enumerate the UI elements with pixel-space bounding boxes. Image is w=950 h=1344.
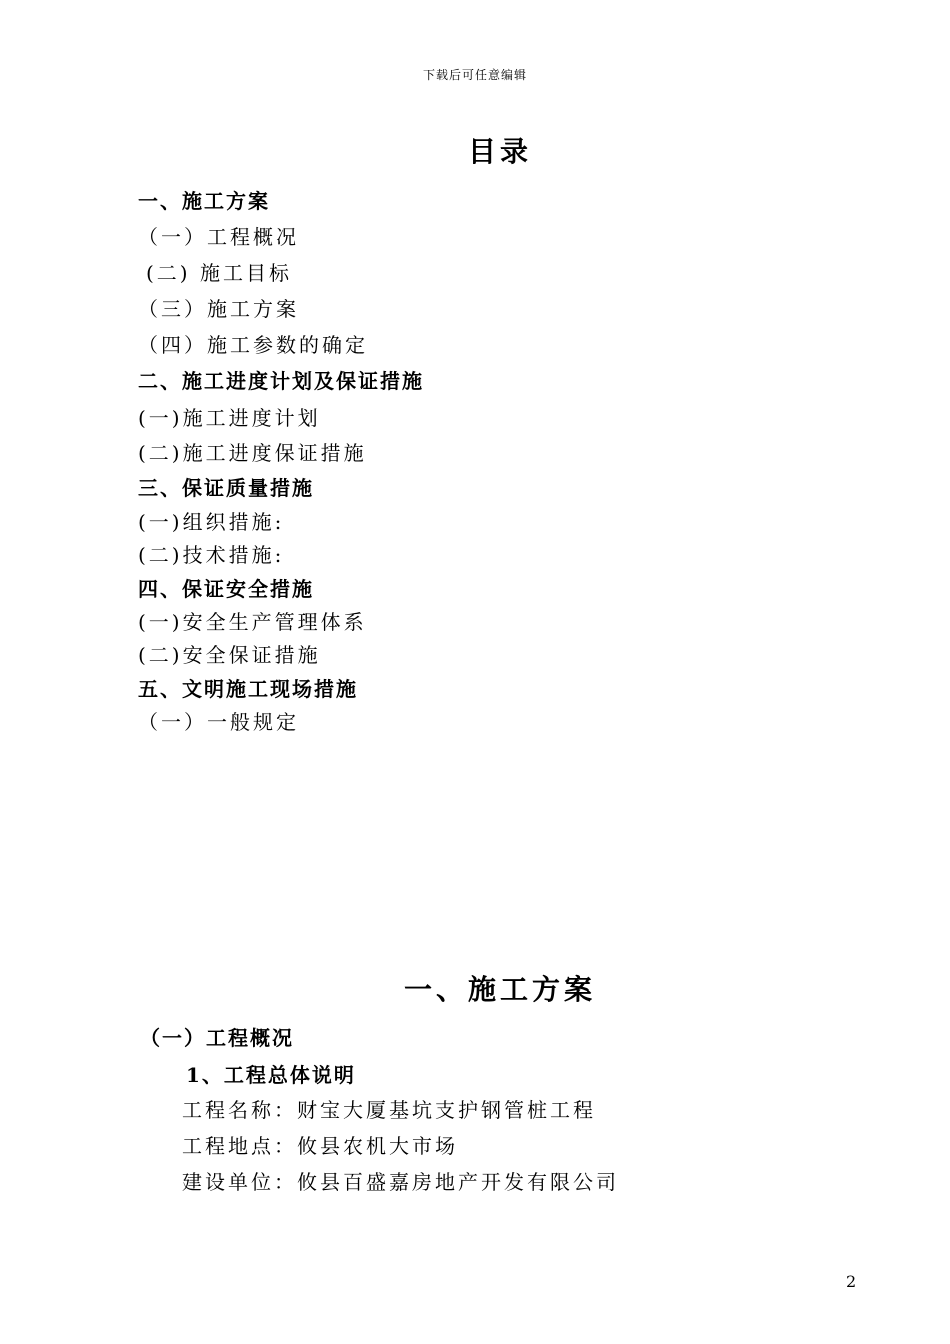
toc-item: (二)技术措施: (138, 543, 285, 567)
toc-item-section-1: 一、施工方案 (138, 189, 270, 213)
toc-item: (二) 施工目标 (146, 261, 292, 285)
project-location-line: 工程地点：攸县农机大市场 (182, 1134, 458, 1158)
toc-item: (二)安全保证措施 (138, 643, 321, 667)
section-subtitle: （一）工程概况 (140, 1026, 294, 1050)
page-number: 2 (846, 1272, 857, 1291)
toc-item-section-4: 四、保证安全措施 (138, 577, 314, 601)
section-subsubtitle: 1、工程总体说明 (186, 1063, 356, 1087)
toc-item: （三）施工方案 (138, 297, 299, 321)
toc-item: (一)安全生产管理体系 (138, 610, 367, 634)
project-name-line: 工程名称：财宝大厦基坑支护钢管桩工程 (182, 1098, 596, 1122)
section-title: 一、施工方案 (403, 973, 596, 1006)
toc-item: (一)施工进度计划 (138, 406, 321, 430)
toc-item: （四）施工参数的确定 (138, 333, 368, 357)
construction-unit-line: 建设单位：攸县百盛嘉房地产开发有限公司 (182, 1170, 619, 1194)
toc-item: （一）工程概况 (138, 225, 299, 249)
toc-title: 目录 (467, 135, 532, 168)
toc-item-section-5: 五、文明施工现场措施 (138, 677, 358, 701)
toc-item: (二)施工进度保证措施 (138, 441, 367, 465)
page-header-note: 下载后可任意编辑 (422, 68, 527, 82)
toc-item: （一）一般规定 (138, 710, 299, 734)
toc-item-section-2: 二、施工进度计划及保证措施 (138, 369, 424, 393)
toc-item-section-3: 三、保证质量措施 (138, 476, 314, 500)
toc-item: (一)组织措施: (138, 510, 285, 534)
